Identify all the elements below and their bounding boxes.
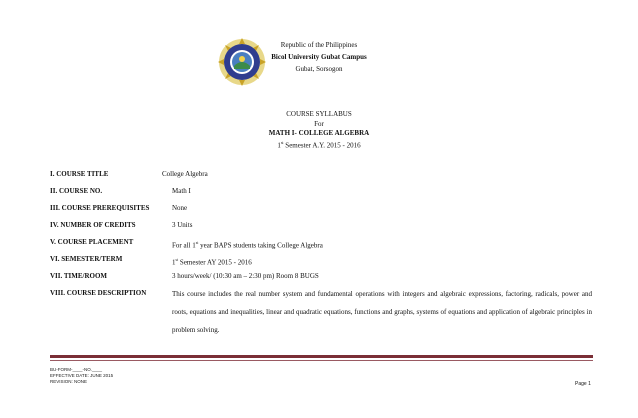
- footer-divider-thin: [50, 360, 593, 361]
- course-heading: MATH I- COLLEGE ALGEBRA: [268, 129, 370, 137]
- field-label: IV. NUMBER OF CREDITS: [50, 221, 136, 229]
- field-label: VIII. COURSE DESCRIPTION: [50, 289, 147, 297]
- field-label: VII. TIME/ROOM: [50, 272, 108, 280]
- field-label: V. COURSE PLACEMENT: [50, 238, 134, 246]
- republic-line: Republic of the Philippines: [280, 41, 358, 49]
- field-label: II. COURSE NO.: [50, 187, 103, 195]
- field-value: [172, 255, 592, 267]
- field-value: Math I: [172, 187, 191, 195]
- page-number: Page 1: [575, 381, 591, 387]
- field-label: III. COURSE PREREQUISITES: [50, 204, 150, 212]
- university-name: Bicol University Gubat Campus: [271, 53, 367, 61]
- revision: REVISION: NONE: [50, 379, 88, 384]
- field-label: VI. SEMESTER/TERM: [50, 255, 123, 263]
- syllabus-for: For: [314, 120, 324, 128]
- placement-post: year BAPS students taking College Algebra: [198, 241, 323, 250]
- placement-sup: st: [195, 240, 199, 245]
- field-value: 3 hours/week/ (10:30 am – 2:30 pm) Room 8 BUGS: [172, 272, 319, 280]
- semester-text: Semester A.Y. 2015 - 2016: [283, 141, 361, 150]
- field-value: None: [172, 204, 188, 212]
- field-value: This course includes the real number system and fundamental operations with integers and algebraic expressions, factoring, radicals, power and roots, equations and inequalities, linear and quadratic equations, functions and graphs, systems of equations and application of algebraic principles in problem solving.: [172, 290, 592, 334]
- syllabus-title: COURSE SYLLABUS: [286, 110, 352, 118]
- placement-pre: For all 1: [172, 241, 196, 250]
- footer-divider-thick: [50, 355, 593, 358]
- syllabus-semester: [0, 138, 638, 150]
- semester-pre: 1: [172, 258, 176, 267]
- form-number: BU-FORM-____-NO.____: [50, 367, 103, 372]
- field-value: [172, 238, 592, 250]
- semester-sup: st: [175, 257, 179, 262]
- campus-location: Gubat, Sorsogon: [295, 65, 343, 73]
- field-value: College Algebra: [162, 170, 208, 178]
- semester-number: 1: [277, 141, 281, 150]
- semester-suffix: st: [280, 140, 284, 145]
- effective-date: EFFECTIVE DATE: JUNE 2015: [50, 373, 114, 378]
- field-value: 3 Units: [172, 221, 193, 229]
- field-label: I. COURSE TITLE: [50, 170, 109, 178]
- semester-post: Semester AY 2015 - 2016: [178, 258, 252, 267]
